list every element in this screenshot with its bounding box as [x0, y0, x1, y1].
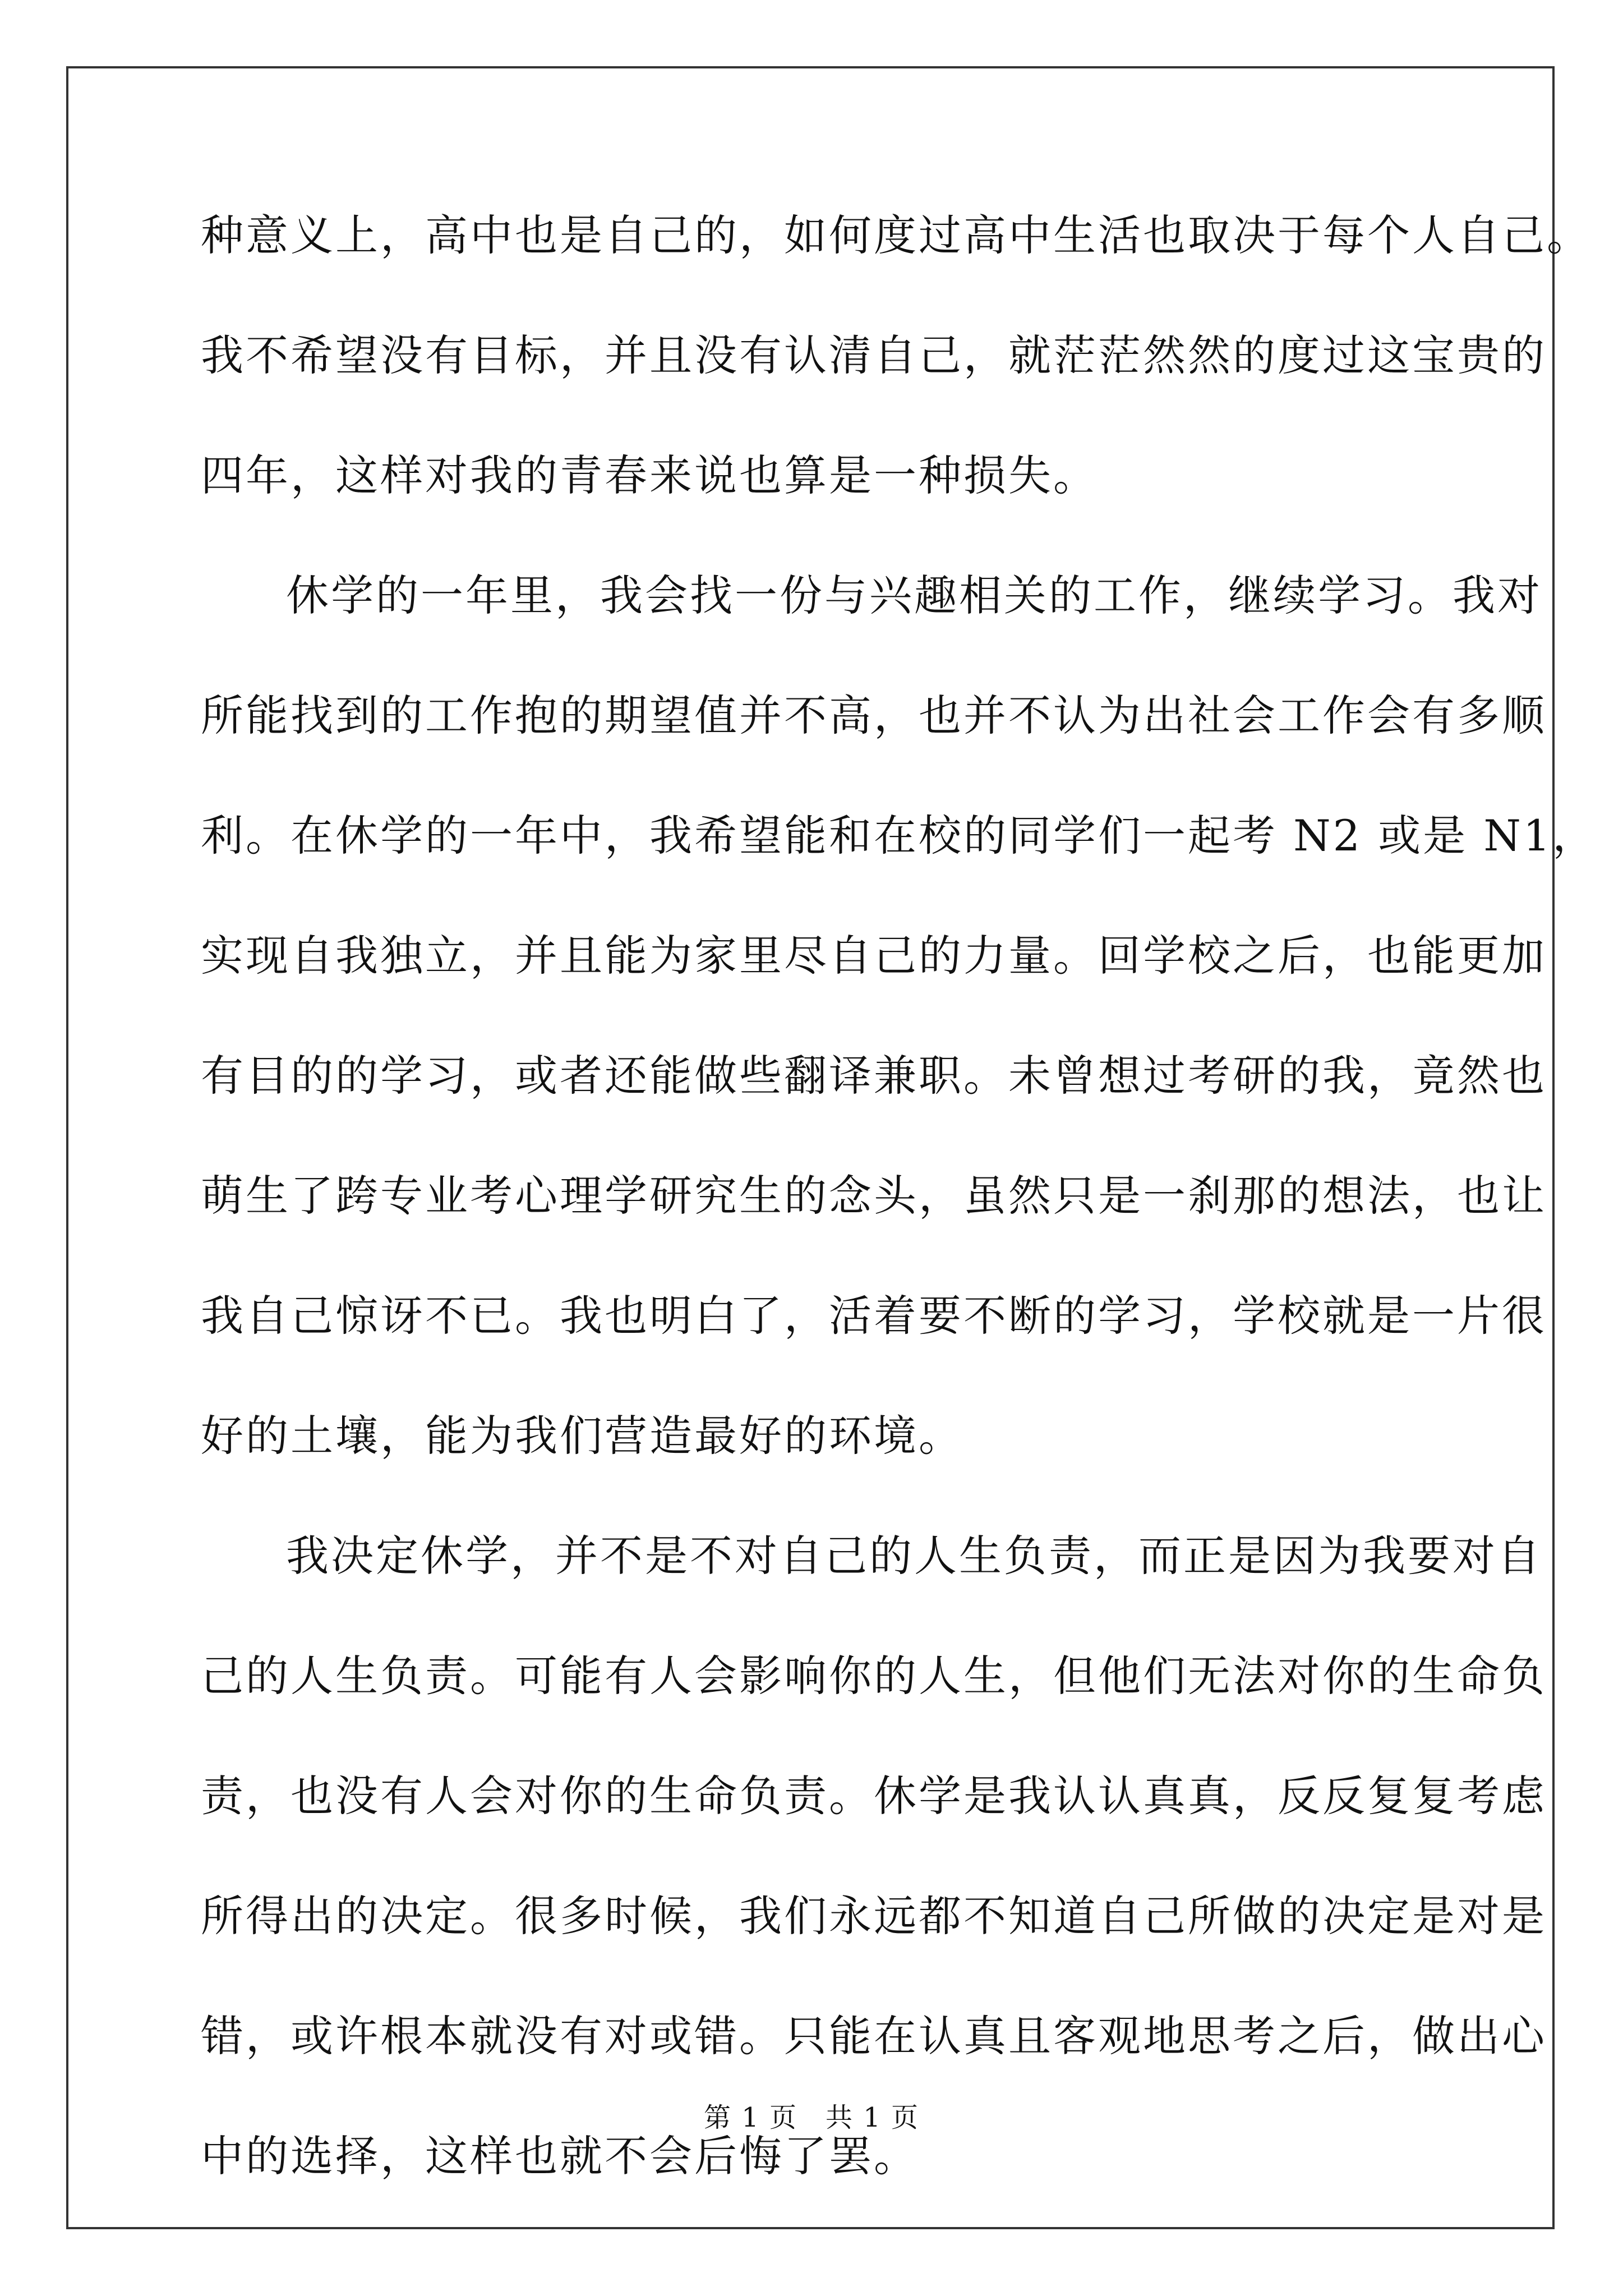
text-line: 我自己惊讶不已。我也明白了，活着要不断的学习，学校就是一片很 [201, 1291, 1547, 1341]
document-body [201, 208, 1598, 2248]
text-line: 中的选择，这样也就不会后悔了罢。 [201, 2131, 919, 2181]
text-line: 实现自我独立，并且能为家里尽自己的力量。回学校之后，也能更加 [201, 931, 1547, 981]
text-line: 四年，这样对我的青春来说也算是一种损失。 [201, 450, 1098, 500]
text-line: 种意义上，高中也是自己的，如何度过高中生活也取决于每个人自己。 [201, 210, 1592, 260]
text-line: 责，也没有人会对你的生命负责。休学是我认认真真，反反复复考虑 [201, 1771, 1547, 1821]
text-line: 己的人生负责。可能有人会影响你的人生，但他们无法对你的生命负 [201, 1651, 1547, 1701]
paragraph-start-line: 休学的一年里，我会找一份与兴趣相关的工作，继续学习。我对 [286, 570, 1542, 620]
text-line: 有目的的学习，或者还能做些翻译兼职。未曾想过考研的我，竟然也 [201, 1051, 1547, 1101]
text-line: 我不希望没有目标，并且没有认清自己，就茫茫然然的度过这宝贵的 [201, 330, 1547, 380]
text-line: 所得出的决定。很多时候，我们永远都不知道自己所做的决定是对是 [201, 1891, 1547, 1941]
text-line: 好的土壤，能为我们营造最好的环境。 [201, 1411, 963, 1461]
text-line: 所能找到的工作抱的期望值并不高，也并不认为出社会工作会有多顺 [201, 691, 1547, 740]
text-line: 萌生了跨专业考心理学研究生的念头，虽然只是一刹那的想法，也让 [201, 1171, 1547, 1221]
text-line: 错，或许根本就没有对或错。只能在认真且客观地思考之后，做出心 [201, 2011, 1547, 2061]
text-line: 利。在休学的一年中，我希望能和在校的同学们一起考 N2 或是 N1， [201, 811, 1598, 861]
page-number-footer: 第 1 页 共 1 页 [703, 2102, 920, 2133]
paragraph-start-line: 我决定休学，并不是不对自己的人生负责，而正是因为我要对自 [286, 1531, 1542, 1581]
